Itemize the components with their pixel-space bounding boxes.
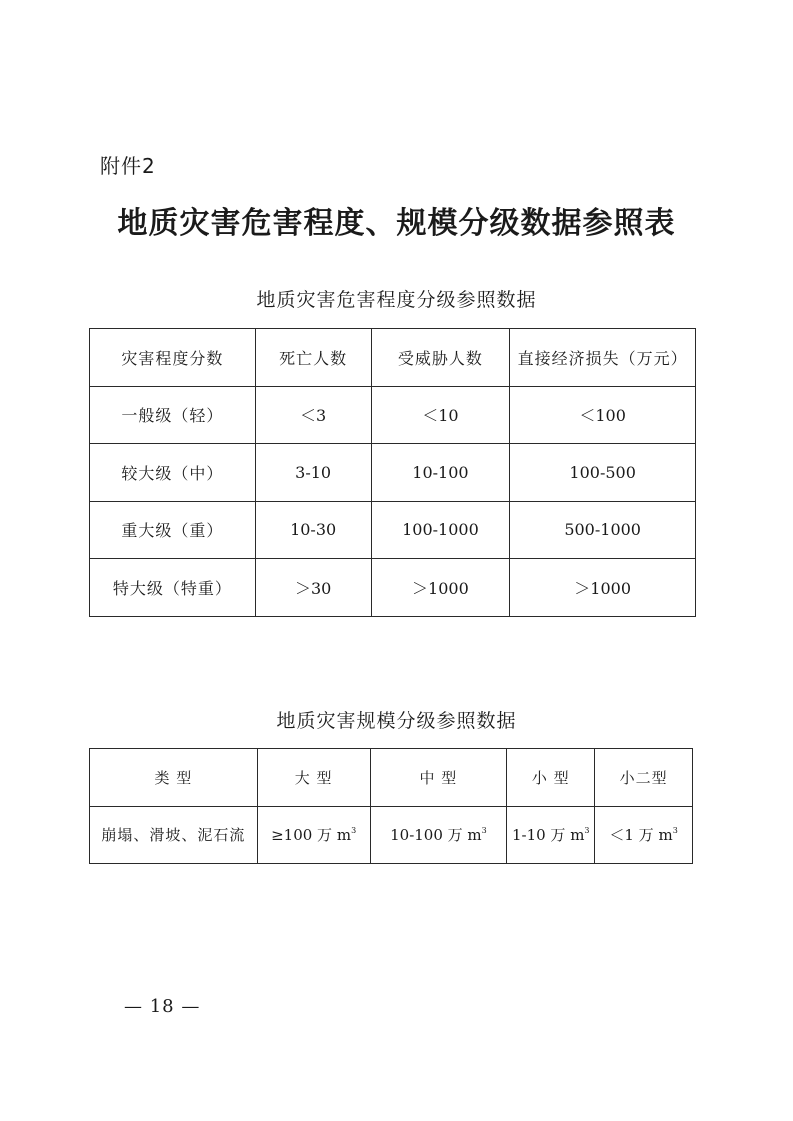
unit-superscript: 3 — [481, 826, 487, 836]
severity-table — [89, 328, 696, 617]
table-row — [90, 806, 693, 864]
scale-table — [89, 748, 693, 864]
table-cell: ＜10 — [371, 386, 510, 444]
table-cell — [595, 806, 693, 864]
table-cell-value: 1-10 万 m — [511, 826, 585, 845]
page-title: 地质灾害危害程度、规模分级数据参照表 — [117, 206, 676, 241]
table-row — [90, 559, 696, 617]
table-row — [90, 386, 696, 444]
table-header-row — [90, 749, 693, 807]
table-row — [90, 501, 696, 559]
table-cell: ＞1000 — [510, 559, 696, 617]
table-cell: 特大级（特重） — [90, 559, 256, 617]
table-cell — [370, 806, 507, 864]
attachment-label: 附件2 — [100, 154, 156, 178]
table-header-cell: 灾害程度分数 — [90, 329, 256, 387]
page-number: — 18 — — [124, 996, 201, 1017]
unit-superscript: 3 — [351, 826, 357, 836]
unit-superscript: 3 — [584, 826, 590, 836]
table-cell: 3-10 — [255, 444, 371, 502]
table-cell — [257, 806, 370, 864]
table-header-cell: 小二型 — [595, 749, 693, 807]
table-header-cell: 中 型 — [370, 749, 507, 807]
table-header-cell: 大 型 — [257, 749, 370, 807]
table-cell: ＜3 — [255, 386, 371, 444]
table-cell-value: 10-100 万 m — [390, 826, 482, 845]
table-cell: 重大级（重） — [90, 501, 256, 559]
table-header-cell: 类 型 — [90, 749, 258, 807]
scale-table-caption: 地质灾害规模分级参照数据 — [276, 710, 517, 732]
table-cell: ＞30 — [255, 559, 371, 617]
table-cell — [507, 806, 595, 864]
table-cell: ＞1000 — [371, 559, 510, 617]
table-cell-value: ＜1 万 m — [609, 826, 673, 845]
table-cell: 100-1000 — [371, 501, 510, 559]
table-cell: 崩塌、滑坡、泥石流 — [90, 806, 258, 864]
table-cell: 500-1000 — [510, 501, 696, 559]
table-header-cell: 直接经济损失（万元） — [510, 329, 696, 387]
table-cell: 较大级（中） — [90, 444, 256, 502]
table-row — [90, 444, 696, 502]
table-header-row — [90, 329, 696, 387]
table-cell: 10-100 — [371, 444, 510, 502]
table-cell: 一般级（轻） — [90, 386, 256, 444]
table-cell: ＜100 — [510, 386, 696, 444]
table-cell: 100-500 — [510, 444, 696, 502]
table-header-cell: 死亡人数 — [255, 329, 371, 387]
table-cell: 10-30 — [255, 501, 371, 559]
severity-table-caption: 地质灾害危害程度分级参照数据 — [256, 289, 537, 311]
table-header-cell: 小 型 — [507, 749, 595, 807]
table-header-cell: 受威胁人数 — [371, 329, 510, 387]
table-cell-value: ≥100 万 m — [271, 826, 352, 845]
unit-superscript: 3 — [672, 826, 678, 836]
